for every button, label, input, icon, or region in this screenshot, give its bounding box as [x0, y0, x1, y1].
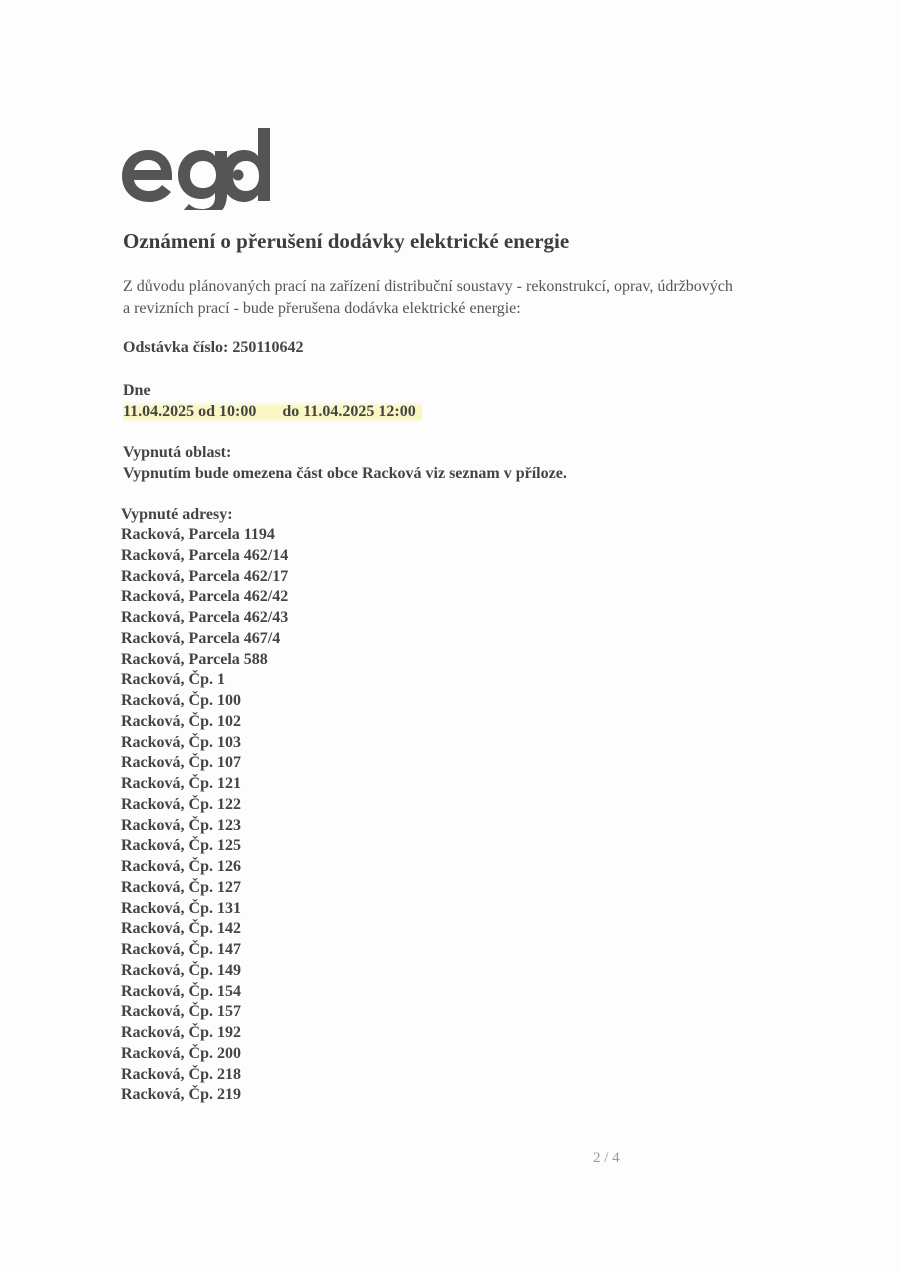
document-title: Oznámení o přerušení dodávky elektrické energie: [123, 229, 570, 253]
address-item: Racková, Parcela 462/17: [121, 567, 289, 585]
addresses-label: Vypnuté adresy:: [121, 506, 233, 523]
address-item: Racková, Čp. 103: [121, 733, 242, 751]
address-item: Racková, Čp. 123: [121, 816, 242, 834]
address-item: Racková, Parcela 462/42: [121, 588, 289, 606]
address-item: Racková, Čp. 154: [121, 982, 242, 1000]
address-list: [121, 525, 288, 1106]
address-item: Racková, Čp. 200: [121, 1044, 242, 1062]
area-text: Vypnutím bude omezena část obce Racková viz seznam v příloze.: [123, 465, 567, 482]
outage-number: Odstávka číslo: 250110642: [123, 339, 304, 356]
address-item: Racková, Čp. 121: [121, 775, 242, 792]
address-item: Racková, Čp. 157: [121, 1003, 242, 1021]
address-item: Racková, Čp. 1: [121, 671, 226, 689]
address-item: Racková, Čp. 102: [121, 712, 242, 730]
date-section: [123, 380, 422, 422]
address-item: Racková, Parcela 462/14: [121, 546, 289, 564]
page-number: 2 / 4: [593, 1150, 620, 1166]
address-item: Racková, Čp. 100: [121, 692, 242, 709]
date-label: Dne: [123, 382, 151, 399]
address-item: Racková, Čp. 192: [121, 1024, 242, 1041]
date-to: do 11.04.2025 12:00: [282, 403, 416, 420]
area-label: Vypnutá oblast:: [123, 444, 232, 461]
egd-logo: [114, 120, 274, 210]
address-item: Racková, Čp. 219: [121, 1086, 242, 1104]
date-range-highlight: [123, 401, 422, 422]
address-item: Racková, Čp. 149: [121, 961, 242, 979]
address-item: Racková, Čp. 125: [121, 837, 242, 855]
address-item: Racková, Čp. 147: [121, 941, 242, 958]
address-item: Racková, Parcela 462/43: [121, 609, 289, 626]
address-item: Racková, Čp. 131: [121, 899, 242, 917]
area-section: [123, 442, 567, 484]
address-item: Racková, Čp. 122: [121, 795, 242, 813]
address-item: Racková, Parcela 1194: [121, 526, 275, 543]
address-item: Racková, Čp. 127: [121, 878, 242, 896]
intro-paragraph: Z důvodu plánovaných prací na zařízení distribuční soustavy - rekonstrukcí, oprav, údržbových a revizních prací - bude přerušena dodávka elektrické energie:: [123, 278, 733, 317]
address-item: Racková, Čp. 107: [121, 754, 242, 772]
date-from: 11.04.2025 od 10:00: [123, 403, 257, 420]
address-item: Racková, Čp. 142: [121, 920, 242, 938]
address-item: Racková, Čp. 126: [121, 858, 242, 875]
address-item: Racková, Parcela 588: [121, 650, 268, 668]
addresses-section: [121, 504, 288, 1106]
address-item: Racková, Čp. 218: [121, 1065, 242, 1083]
address-item: Racková, Parcela 467/4: [121, 629, 281, 647]
